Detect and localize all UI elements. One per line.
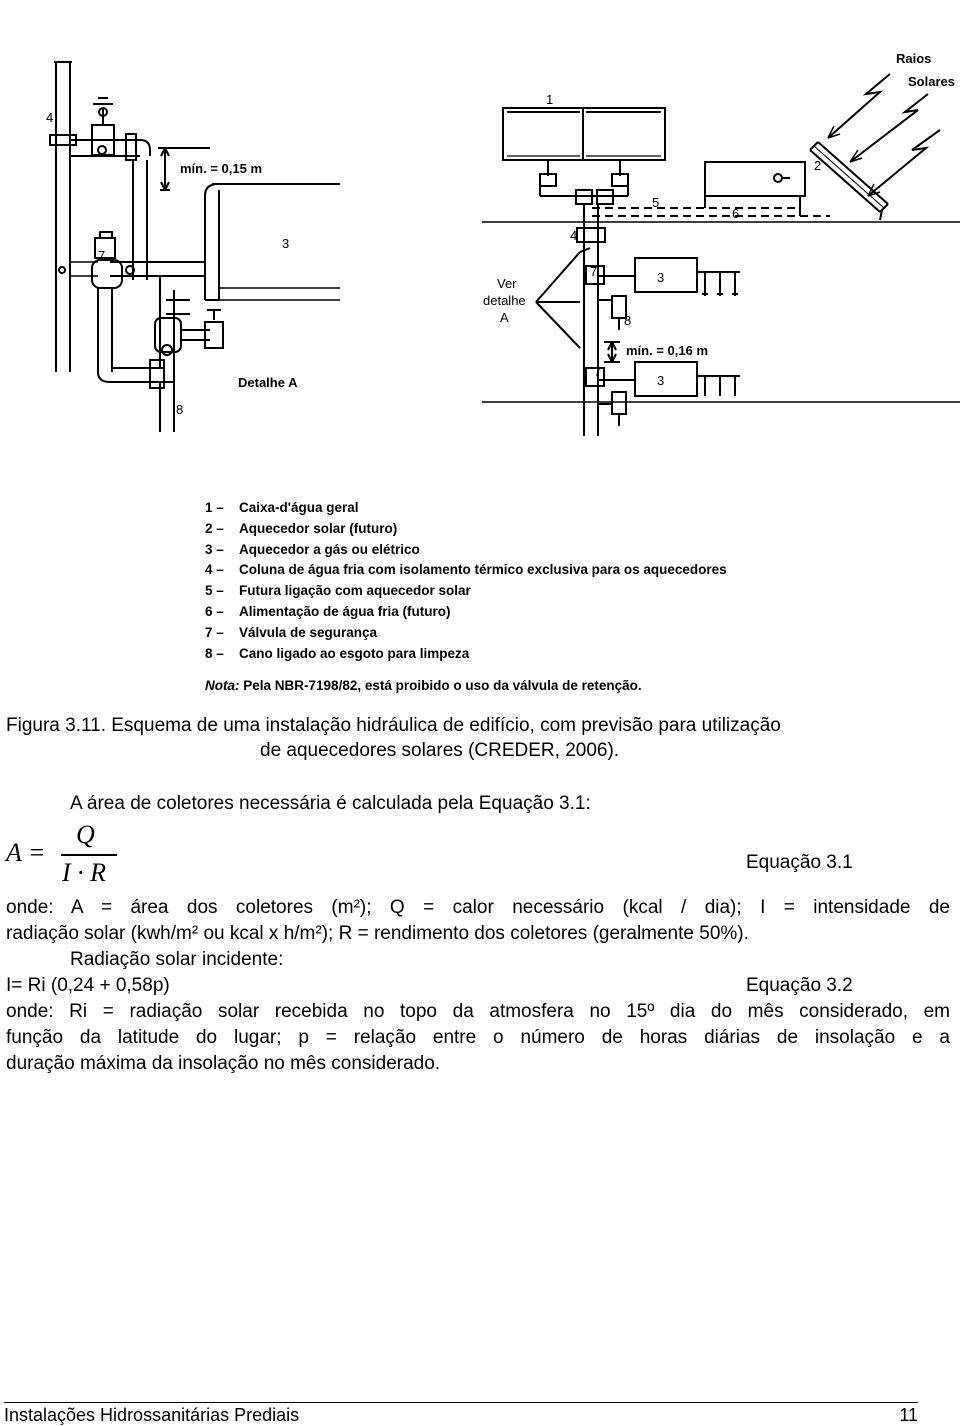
onde1-line2: radiação solar (kwh/m² ou kcal x h/m²); R = rendimento dos coletores (geralmente 50%). [6, 923, 749, 944]
onde1-line1: onde: A = área dos coletores (m²); Q = calor necessário (kcal / dia); I = intensidade de [6, 897, 950, 918]
footer-title: Instalações Hidrossanitárias Prediais [4, 1405, 300, 1425]
legend-item [205, 498, 765, 519]
equation-3-1 [4, 820, 124, 890]
hydraulic-diagram [0, 0, 960, 500]
legend-item-text: Coluna de água fria com isolamento térmico exclusiva para os aquecedores [239, 562, 727, 578]
label-3-right-a: 3 [657, 270, 665, 285]
label-7-left: 7 [98, 248, 106, 263]
legend-item-number: 4 – [205, 562, 224, 578]
label-3-right-b: 3 [657, 373, 665, 388]
footer-page-number: 11 [899, 1405, 918, 1425]
label-6: 6 [732, 206, 740, 221]
eq1-numerator: Q [76, 820, 95, 849]
legend-item [205, 623, 765, 644]
label-3-left: 3 [282, 236, 290, 251]
legend-item-text: Alimentação de água fria (futuro) [239, 603, 451, 619]
intro-paragraph: A área de coletores necessária é calculada pela Equação 3.1: [70, 793, 591, 814]
onde2-line1: onde: Ri = radiação solar recebida no topo da atmosfera no 15º dia do mês considerado, em [6, 1001, 950, 1022]
label-8-left: 8 [176, 402, 184, 417]
building-schematic [482, 74, 960, 436]
legend-item [205, 644, 765, 665]
legend-item [205, 560, 765, 581]
legend-item [205, 581, 765, 602]
label-4-right: 4 [570, 228, 578, 243]
label-7-right-b: 7 [594, 364, 602, 379]
figure-note [205, 678, 642, 693]
figure-caption-line2: de aquecedores solares (CREDER, 2006). [260, 740, 620, 761]
eq1-denominator: I · R [62, 858, 107, 887]
label-min-015: mín. = 0,15 m [180, 161, 263, 176]
legend-item-number: 8 – [205, 645, 224, 661]
legend-item-number: 3 – [205, 541, 224, 557]
label-raios: Raios [896, 51, 932, 66]
label-1: 1 [546, 92, 554, 107]
eq2: I= Ri (0,24 + 0,58p) [6, 975, 170, 996]
eq1-fraction-bar [61, 854, 117, 856]
note-text: Pela NBR-7198/82, está proibido o uso da válvula de retenção. [243, 678, 642, 693]
label-a: A [500, 310, 509, 325]
legend-item-number: 2 – [205, 520, 224, 536]
legend-item-text: Futura ligação com aquecedor solar [239, 583, 471, 599]
label-detalhe-a: Detalhe A [238, 375, 298, 390]
legend-item [205, 602, 765, 623]
label-detalhe: detalhe [483, 293, 526, 308]
legend-item-text: Cano ligado ao esgoto para limpeza [239, 645, 470, 661]
onde2-line3: duração máxima da insolação no mês considerado. [6, 1053, 441, 1074]
radiacao-title: Radiação solar incidente: [70, 949, 284, 970]
legend-item-number: 1 – [205, 500, 224, 515]
legend-item-text: Caixa-d'água geral [239, 500, 359, 515]
figure-caption-line1: Figura 3.11. Esquema de uma instalação hidráulica de edifício, com previsão para utilização [6, 715, 781, 736]
eq1-lhs: A = [6, 838, 46, 867]
legend-item [205, 519, 765, 540]
onde2-line2: função da latitude do lugar; p = relação entre o número de horas diárias de insolação e a [6, 1027, 950, 1048]
page-footer [4, 1402, 918, 1426]
legend-item-number: 6 – [205, 603, 224, 619]
label-5: 5 [652, 195, 660, 210]
label-8-right: 8 [624, 313, 632, 328]
label-2: 2 [814, 158, 822, 173]
legend-item-number: 7 – [205, 624, 224, 640]
label-4-left: 4 [46, 110, 54, 125]
eq2-label: Equação 3.2 [746, 975, 853, 996]
figure-legend [205, 498, 765, 664]
label-min-016: mín. = 0,16 m [626, 343, 709, 358]
label-solares: Solares [908, 74, 955, 89]
legend-item-text: Aquecedor solar (futuro) [239, 520, 398, 536]
legend-item-text: Válvula de segurança [239, 624, 378, 640]
legend-item-number: 5 – [205, 583, 224, 599]
note-label: Nota: [205, 678, 240, 693]
legend-item [205, 540, 765, 561]
legend-item-text: Aquecedor a gás ou elétrico [239, 541, 420, 557]
label-ver: Ver [497, 276, 517, 291]
label-7-right-a: 7 [590, 264, 598, 279]
eq1-label: Equação 3.1 [746, 852, 853, 873]
